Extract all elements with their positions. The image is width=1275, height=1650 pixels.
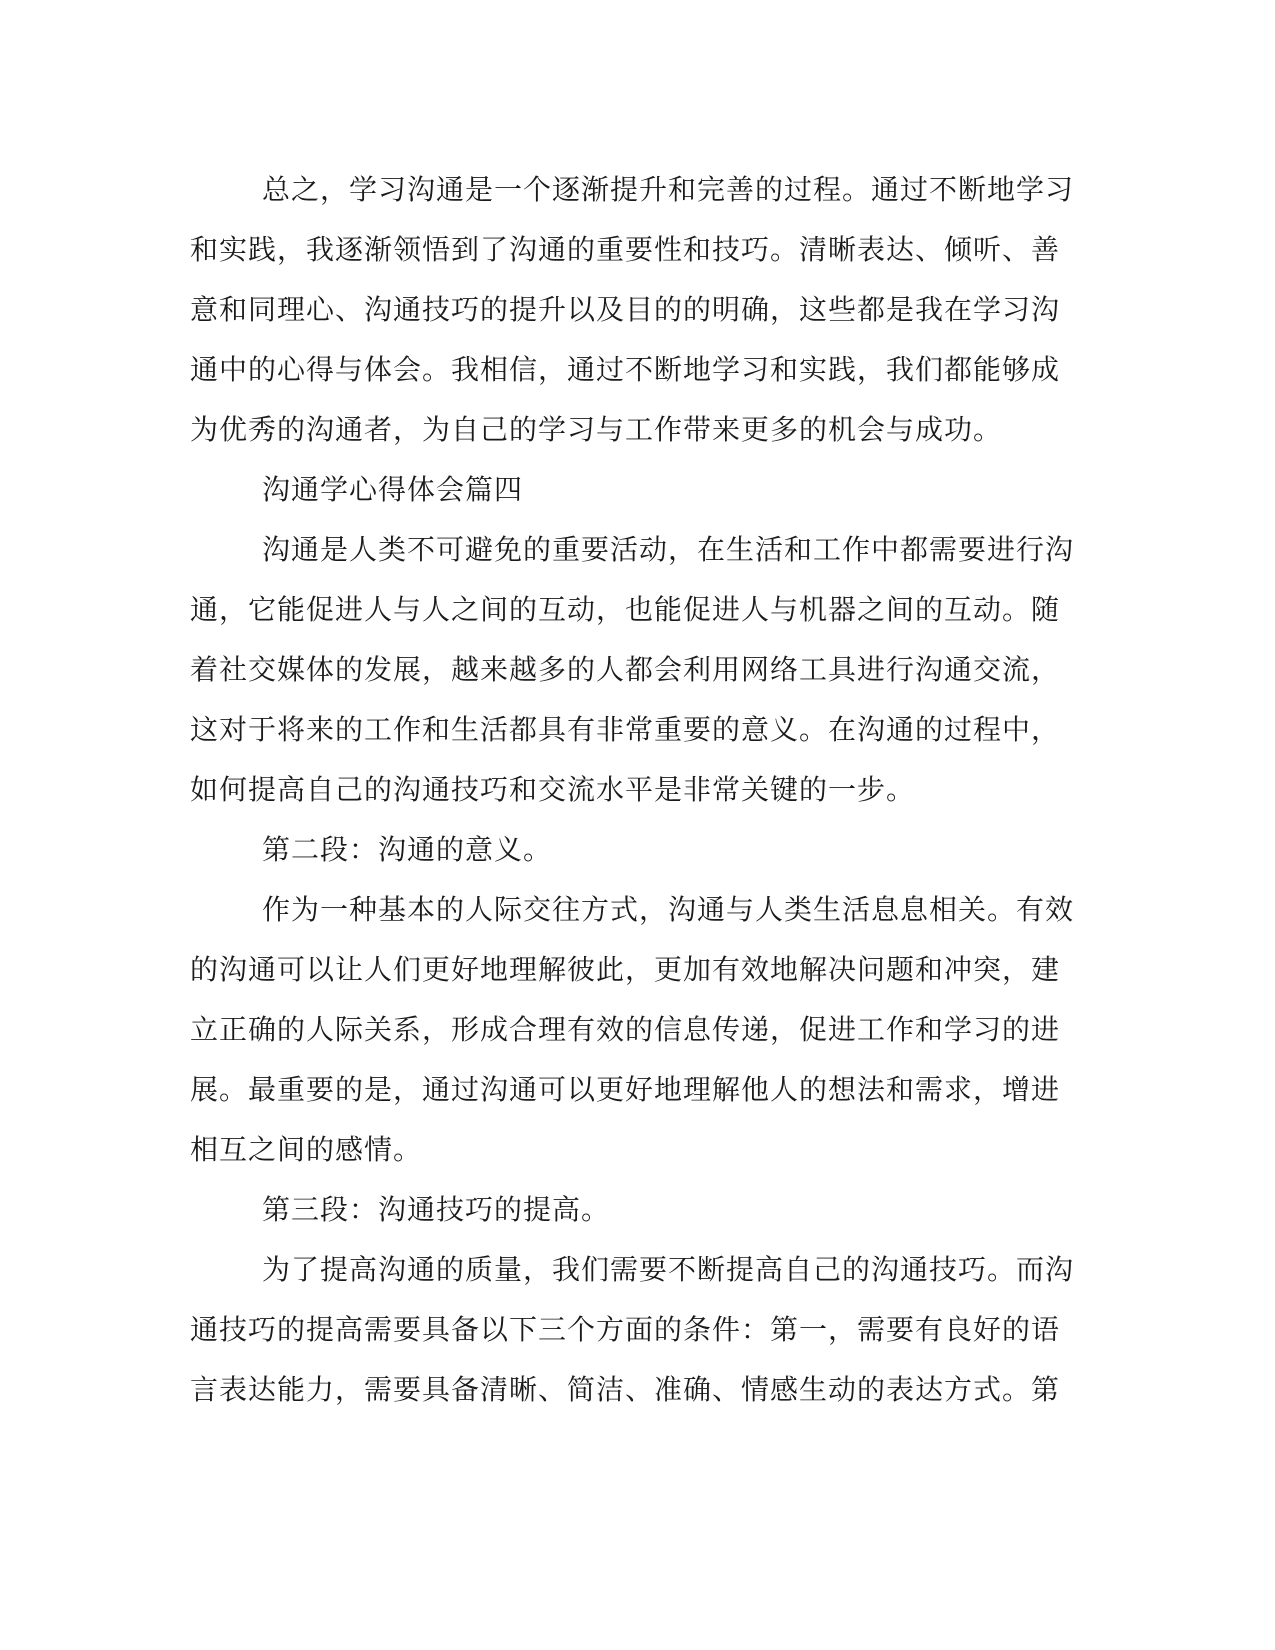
subheading-section-two: 第二段：沟通的意义。 <box>262 833 553 866</box>
paragraph-summary-line: 通中的心得与体会。我相信，通过不断地学习和实践，我们都能够成 <box>190 353 1061 386</box>
paragraph-meaning-line: 的沟通可以让人们更好地理解彼此，更加有效地解决问题和冲突，建 <box>190 953 1061 986</box>
paragraph-summary-line: 和实践，我逐渐领悟到了沟通的重要性和技巧。清晰表达、倾听、善 <box>190 233 1061 266</box>
subheading-section-three: 第三段：沟通技巧的提高。 <box>262 1193 611 1226</box>
paragraph-meaning-line: 作为一种基本的人际交往方式，沟通与人类生活息息相关。有效 <box>262 893 1075 926</box>
paragraph-summary-line: 为优秀的沟通者，为自己的学习与工作带来更多的机会与成功。 <box>190 413 1003 446</box>
paragraph-intro-line: 通，它能促进人与人之间的互动，也能促进人与机器之间的互动。随 <box>190 593 1061 626</box>
paragraph-skills-line: 言表达能力，需要具备清晰、简洁、准确、情感生动的表达方式。第 <box>190 1373 1061 1406</box>
paragraph-skills-line: 通技巧的提高需要具备以下三个方面的条件：第一，需要有良好的语 <box>190 1313 1061 1346</box>
paragraph-intro-line: 这对于将来的工作和生活都具有非常重要的意义。在沟通的过程中， <box>190 713 1061 746</box>
paragraph-meaning-line: 展。最重要的是，通过沟通可以更好地理解他人的想法和需求，增进 <box>190 1073 1061 1106</box>
paragraph-meaning-line: 相互之间的感情。 <box>190 1133 423 1166</box>
paragraph-summary-line: 意和同理心、沟通技巧的提升以及目的的明确，这些都是我在学习沟 <box>190 293 1061 326</box>
section-heading: 沟通学心得体会篇四 <box>262 473 524 506</box>
paragraph-intro-line: 如何提高自己的沟通技巧和交流水平是非常关键的一步。 <box>190 773 916 806</box>
paragraph-meaning-line: 立正确的人际关系，形成合理有效的信息传递，促进工作和学习的进 <box>190 1013 1061 1046</box>
paragraph-intro-line: 沟通是人类不可避免的重要活动，在生活和工作中都需要进行沟 <box>262 533 1075 566</box>
paragraph-skills-line: 为了提高沟通的质量，我们需要不断提高自己的沟通技巧。而沟 <box>262 1253 1075 1286</box>
paragraph-intro-line: 着社交媒体的发展，越来越多的人都会利用网络工具进行沟通交流， <box>190 653 1061 686</box>
paragraph-summary-line: 总之，学习沟通是一个逐渐提升和完善的过程。通过不断地学习 <box>262 173 1075 206</box>
